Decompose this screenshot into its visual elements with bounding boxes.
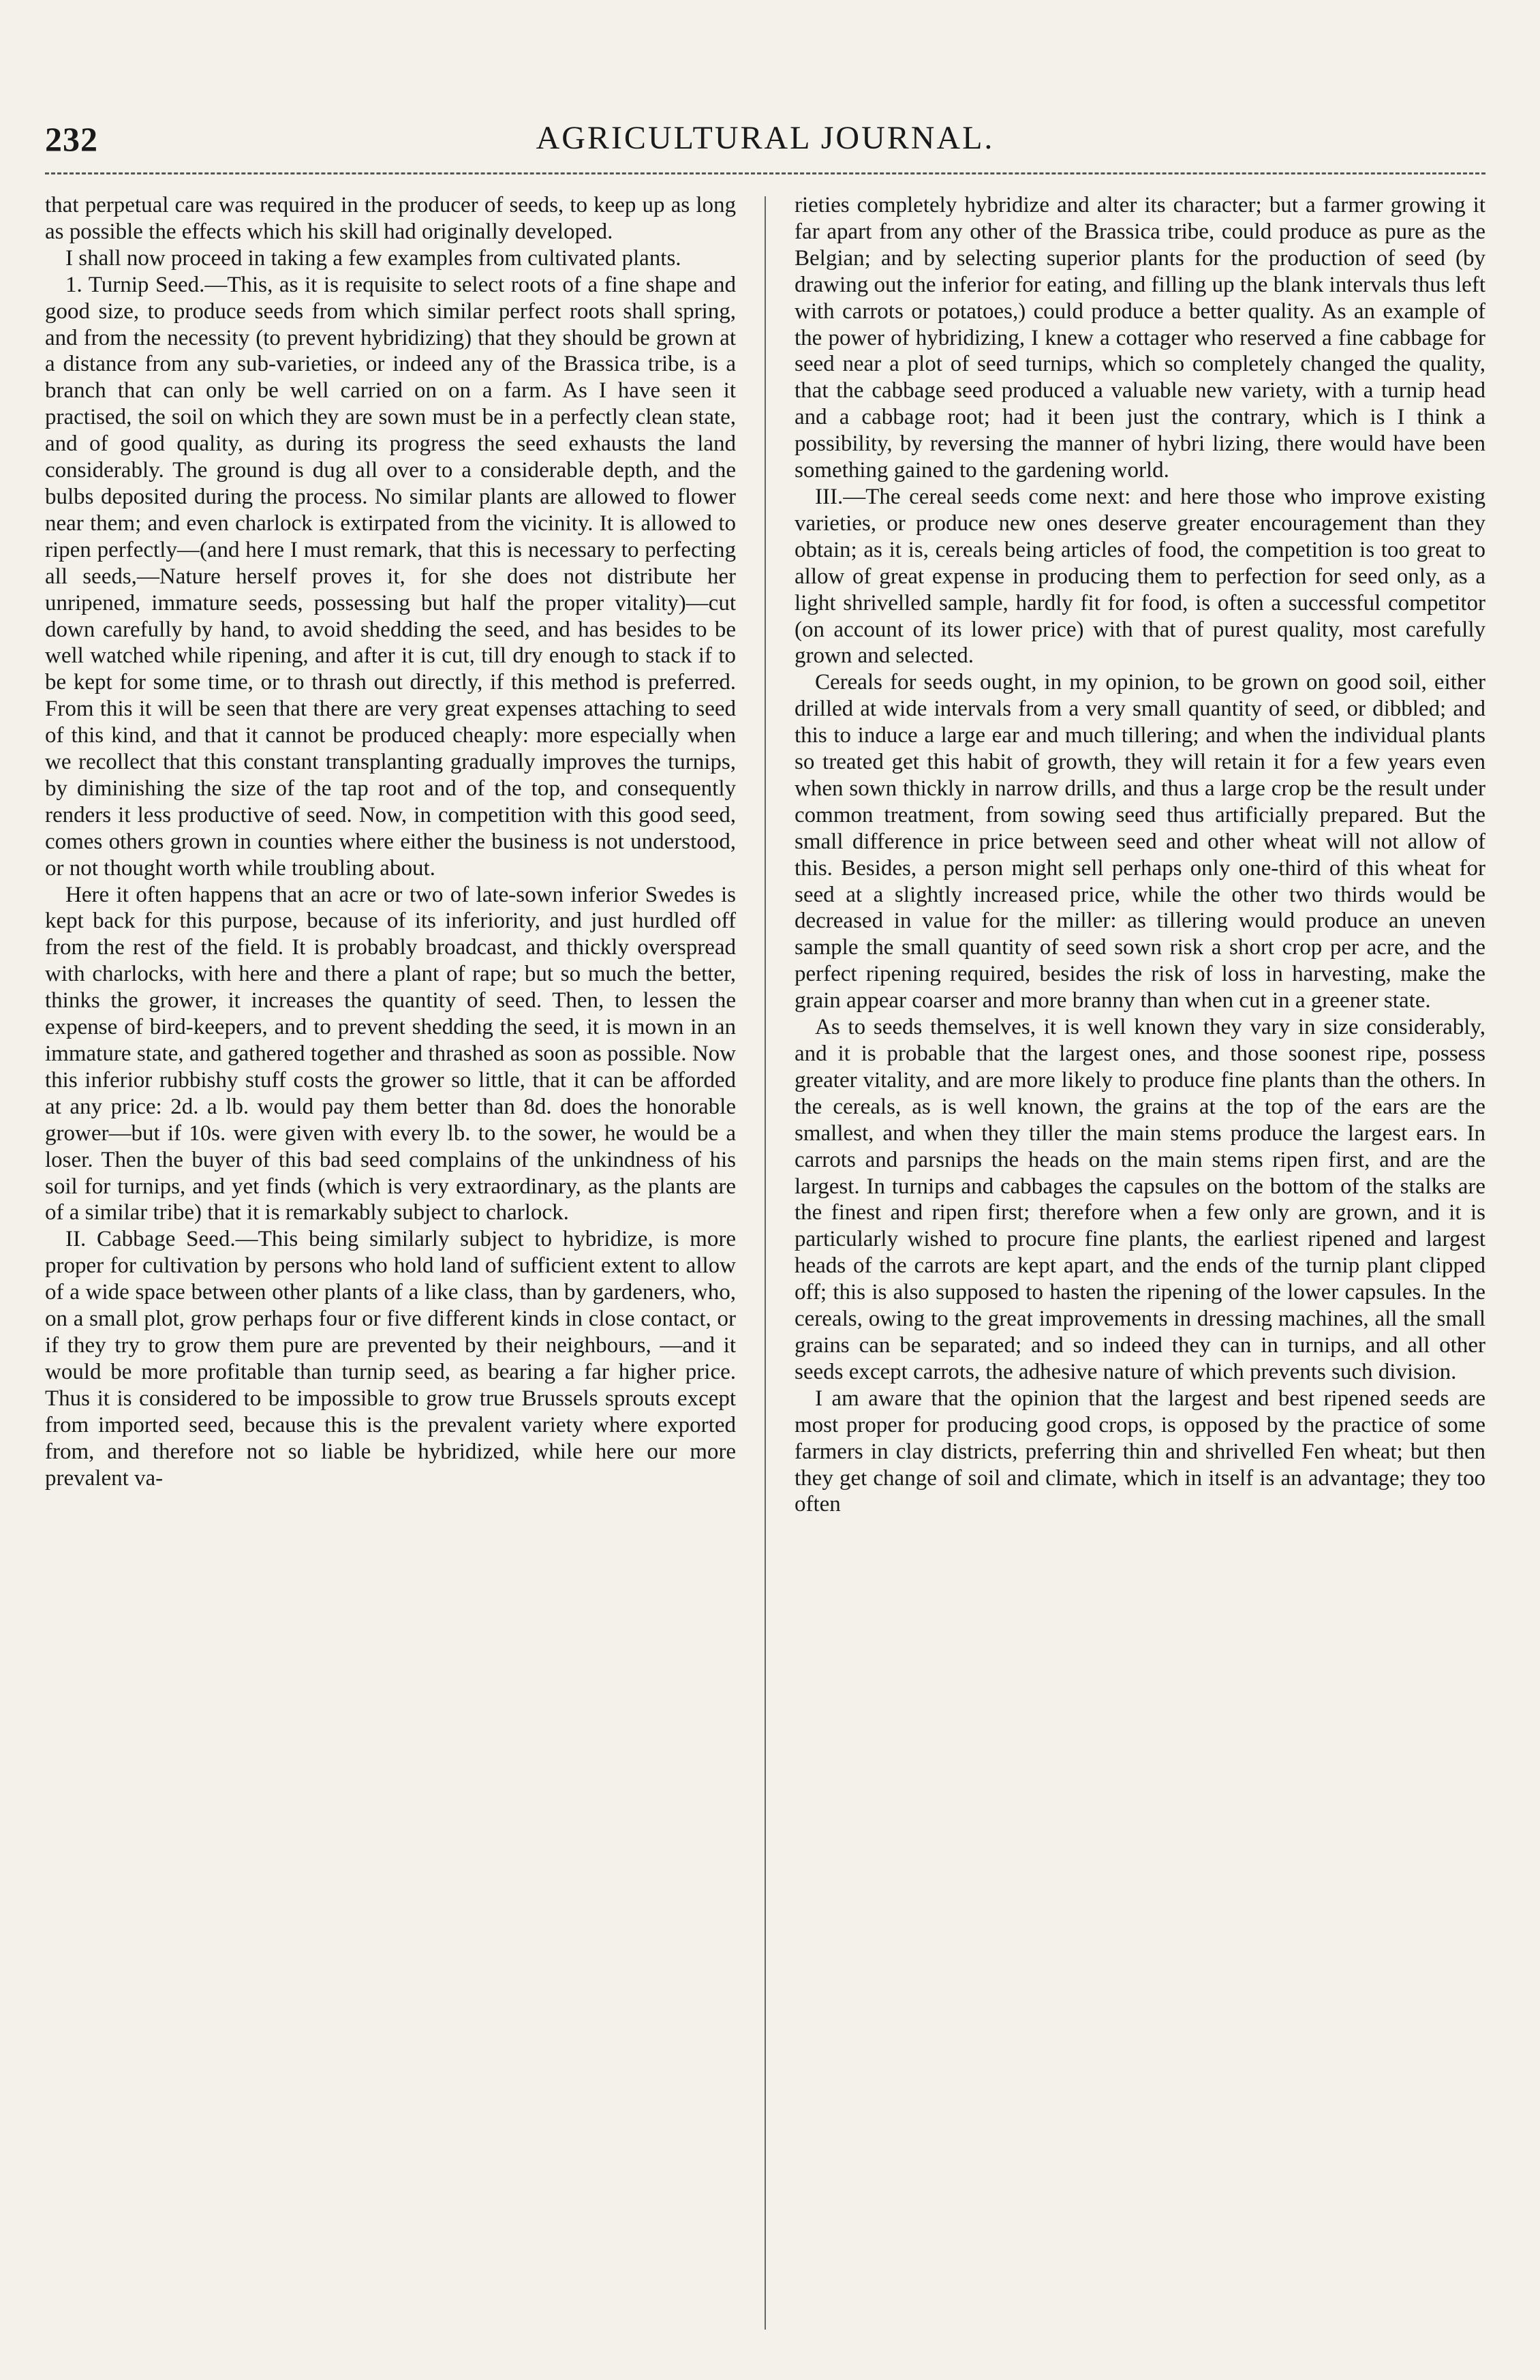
header-rule — [45, 172, 1485, 174]
text-columns — [45, 192, 1485, 2332]
paragraph: 1. Turnip Seed.—This, as it is requisite to select roots of a fine shape and good size, to produce seeds from which similar perfect roots shall spring, and from the necessity (to prevent hybridizing) that they should be grown at a distance from any sub-varieties, or indeed any of the Brassica tribe, is a branch that can only be well carried on on a farm. As I have seen it practised, the soil on which they are sown must be in a perfectly clean state, and of good quality, as during its progress the seed exhausts the land considerably. The ground is dug all over to a considerable depth, and the bulbs deposited during the process. No similar plants are allowed to flower near them; and even charlock is extirpated from the vicinity. It is allowed to ripen perfectly—(and here I must remark, that this is necessary to perfecting all seeds,—Nature herself proves it, for she does not distribute her unripened, immature seeds, possessing but half the proper vitality)—cut down carefully by hand, to avoid shedding the seed, and has besides to be well watched while ripening, and after it is cut, till dry enough to stack if to be kept for some time, or to thrash out directly, if this method is preferred. From this it will be seen that there are very great expenses attaching to seed of this kind, and that it cannot be produced cheaply: more especially when we recollect that this constant transplanting gradually improves the turnips, by diminishing the size of the tap root and of the top, and consequently renders it less productive of seed. Now, in competition with this good seed, comes others grown in counties where either the business is not understood, or not thought worth while troubling about. — [45, 272, 736, 881]
journal-title: AGRICULTURAL JOURNAL. — [536, 120, 995, 156]
column-divider — [765, 196, 766, 2330]
paragraph: that perpetual care was required in the producer of seeds, to keep up as long as possible the effects which his skill had originally developed. — [45, 193, 736, 244]
right-column — [795, 192, 1485, 2332]
paragraph: Here it often happens that an acre or two of late-sown inferior Swedes is kept back for this purpose, because of its inferiority, and just hurdled off from the rest of the field. It is probably broadcast, and thickly overspread with charlocks, with here and there a plant of rape; but so much the better, thinks the grower, it increases the quantity of seed. Then, to lessen the expense of bird-keepers, and to prevent shedding the seed, it is mown in an immature state, and gathered together and thrashed as soon as possible. Now this inferior rubbishy stuff costs the grower so little, that it can be afforded at any price: 2d. a lb. would pay them better than 8d. does the honorable grower—but if 10s. were given with every lb. to the sower, he would be a loser. Then the buyer of this bad seed complains of the unkindness of his soil for turnips, and yet finds (which is very extraordinary, as the plants are of a similar tribe) that it is remarkably subject to charlock. — [45, 882, 736, 1225]
paragraph: I shall now proceed in taking a few examples from cultivated plants. — [65, 245, 681, 271]
paragraph: II. Cabbage Seed.—This being similarly subject to hybridize, is more proper for cultivation by persons who hold land of sufficient extent to allow of a wide space between other plants of a like class, than by gardeners, who, on a small plot, grow perhaps four or five different kinds in close contact, or if they try to grow them pure are prevented by their neighbours, —and it would be more profitable than turnip seed, as bearing a far higher price. Thus it is considered to be impossible to grow true Brussels sprouts except from imported seed, because this is the prevalent variety where exported from, and therefore not so liable be hybridized, while here our more prevalent va- — [45, 1227, 736, 1491]
paragraph: As to seeds themselves, it is well known they vary in size considerably, and it is probable that the largest ones, and those soonest ripe, possess greater vitality, and are more likely to produce fine plants than the others. In the cereals, as is well known, the grains at the top of the ears are the smallest, and when they tiller the main stems produce the largest ears. In carrots and parsnips the heads on the main stems ripen first, and are the largest. In turnips and cabbages the capsules on the bottom of the stalks are the finest and ripen first; therefore when a few only are grown, and it is particularly wished to procure fine plants, the earliest ripened and largest heads of the carrots are kept apart, and the ends of the turnip plant clipped off; this is also supposed to hasten the ripening of the lower capsules. In the cereals, owing to the great improvements in dressing machines, all the small grains can be separated; and so indeed they can in turnips, and all other seeds except carrots, the adhesive nature of which prevents such division. — [795, 1015, 1485, 1384]
page-number: 232 — [45, 120, 98, 158]
left-column — [45, 192, 736, 2332]
paragraph: I am aware that the opinion that the largest and best ripened seeds are most proper for producing good crops, is opposed by the practice of some farmers in clay districts, preferring thin and shrivelled Fen wheat; but then they get change of soil and climate, which in itself is an advantage; they too often — [795, 1386, 1485, 1517]
running-head — [45, 119, 1485, 167]
paragraph: III.—The cereal seeds come next: and here those who improve existing varieties, or produce new ones deserve greater encouragement than they obtain; as it is, cereals being articles of food, the competition is too great to allow of great expense in producing them to perfection for seed only, as a light shrivelled sample, hardly fit for food, is often a successful competitor (on account of its lower price) with that of purest quality, most carefully grown and selected. — [795, 484, 1485, 669]
paragraph: rieties completely hybridize and alter its character; but a farmer growing it far apart from any other of the Brassica tribe, could produce as pure as the Belgian; and by selecting superior plants for the production of seed (by drawing out the inferior for eating, and filling up the blank intervals thus left with carrots or potatoes,) could produce a better quality. As an example of the power of hybridizing, I knew a cottager who reserved a fine cabbage for seed near a plot of seed turnips, which so completely changed the quality, that the cabbage seed produced a valuable new variety, with a turnip head and a cabbage root; had it been just the contrary, which is I think a possibility, by reversing the manner of hybri lizing, there would have been something gained to the gardening world. — [795, 193, 1485, 483]
paragraph: Cereals for seeds ought, in my opinion, to be grown on good soil, either drilled at wide intervals from a very small quantity of seed, or dibbled; and this to induce a large ear and much tillering; and when the individual plants so treated get this habit of growth, they will retain it for a few years even when sown thickly in narrow drills, and thus a large crop be the result under common treatment, from sowing seed thus artificially prepared. But the small difference in price between seed and other wheat will not allow of this. Besides, a person might sell perhaps only one-third of this wheat for seed at a slightly increased price, while the other two thirds would be decreased in value for the miller: as tillering would produce an uneven sample the small quantity of seed sown risk a short crop per acre, and the perfect ripening required, besides the risk of loss in harvesting, make the grain appear coarser and more branny than when cut in a greener state. — [795, 670, 1485, 1013]
